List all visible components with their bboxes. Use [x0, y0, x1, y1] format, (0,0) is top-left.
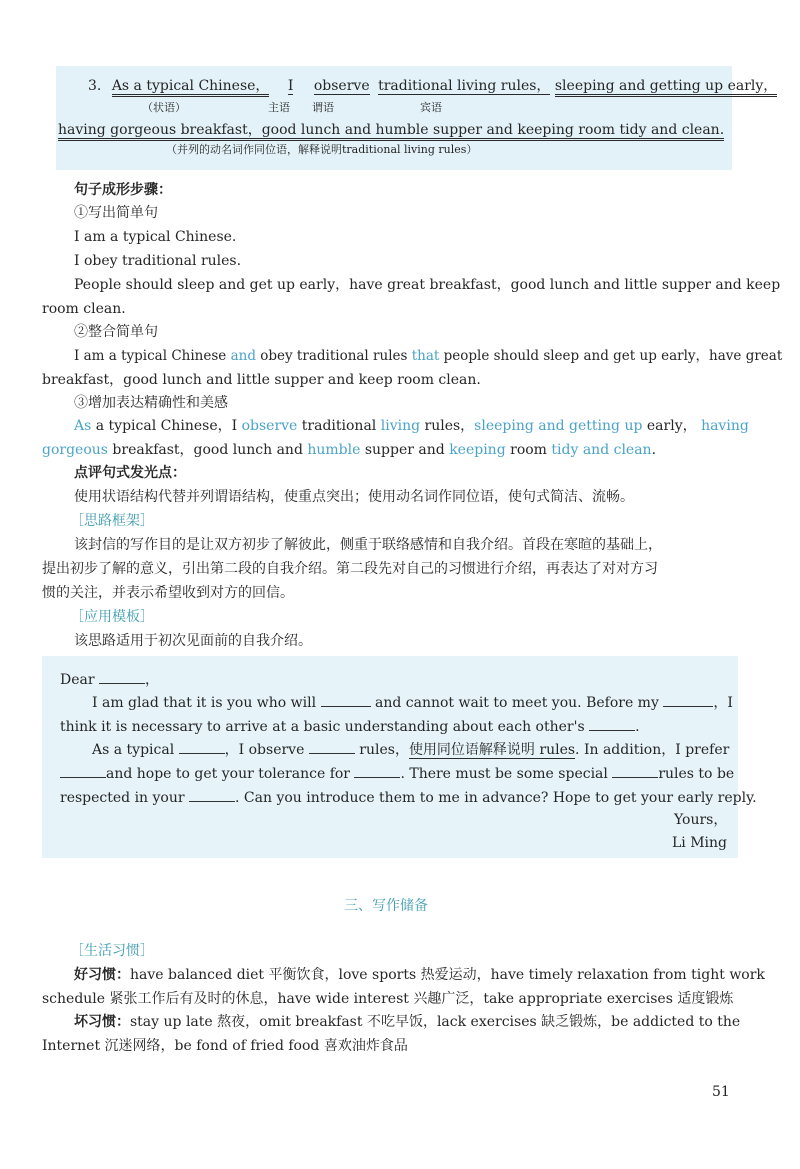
- step3-text-b3: room: [505, 442, 552, 458]
- letter-l1a: I am glad that it is you who will: [92, 695, 317, 711]
- letter-dear-comma: ，: [145, 672, 160, 688]
- blank-10[interactable]: [189, 787, 235, 802]
- bad-habits-label: 坏习惯：: [74, 1014, 130, 1030]
- letter-l1c: ，I: [713, 695, 733, 711]
- step3-as: As: [74, 418, 92, 434]
- example-appositive-2: having gorgeous breakfast，good lunch and humble supper and keeping room tidy and clean.: [58, 122, 724, 141]
- letter-l4b: . There must be some special: [400, 766, 608, 782]
- steps-heading: 句子成形步骤：: [74, 182, 172, 198]
- blank-9[interactable]: [612, 763, 658, 778]
- example-number: 3.: [88, 78, 102, 94]
- blank-7[interactable]: [60, 763, 106, 778]
- step2-line-2: breakfast，good lunch and little supper and keep room clean.: [42, 372, 481, 388]
- letter-l3a: As a typical: [92, 742, 175, 758]
- example-line-2: [58, 120, 724, 140]
- step1-sentence-1: I am a typical Chinese.: [74, 229, 237, 245]
- letter-signature: Li Ming: [672, 835, 728, 851]
- step1-sentence-3b: room clean.: [42, 301, 126, 317]
- step3-line-1: [74, 416, 749, 436]
- step2-text-a1: I am a typical Chinese: [74, 348, 231, 364]
- step3-humble: humble: [307, 442, 361, 458]
- step3-text-b4: .: [651, 442, 657, 458]
- step3-line-2: [42, 440, 656, 460]
- template-text: 该思路适用于初次见面前的自我介绍。: [74, 633, 312, 649]
- blank-4[interactable]: [589, 716, 635, 731]
- step2-text-a3: people should sleep and get up early，have great: [439, 348, 783, 364]
- step1-sentence-2: I obey traditional rules.: [74, 253, 242, 269]
- step3-sleeping: sleeping and getting up: [474, 418, 643, 434]
- label-subject: 主语: [268, 101, 290, 114]
- framework-line-3: 惯的关注，并表示希望收到对方的回信。: [42, 585, 294, 601]
- step2-text-a2: obey traditional rules: [255, 348, 412, 364]
- step3-text-a1: a typical Chinese，I: [91, 418, 242, 434]
- review-heading: 点评句式发光点：: [74, 465, 186, 481]
- letter-dear: Dear: [60, 672, 95, 688]
- step3-text-a4: early，: [642, 418, 697, 434]
- step1-sentence-3a: People should sleep and get up early，have great breakfast，good lunch and little supper and keep: [74, 277, 781, 293]
- letter-l5b: . Can you introduce them to me in advance? Hope to get your early reply.: [235, 790, 757, 806]
- step3-text-b1: breakfast，good lunch and: [107, 442, 308, 458]
- bad-habits-text-1: stay up late 熬夜，omit breakfast 不吃早饭，lack exercises 缺乏锻炼，be addicted to the: [130, 1014, 741, 1030]
- step2-line-1: [74, 346, 782, 366]
- step3-text-a2: traditional: [297, 418, 381, 434]
- step2-title: ②整合简单句: [74, 324, 158, 340]
- label-object: 宾语: [420, 101, 442, 114]
- letter-l4a: and hope to get your tolerance for: [106, 766, 350, 782]
- good-habits-line-2: schedule 紧张工作后有及时的休息，have wide interest 兴趣广泛，take appropriate exercises 适度锻炼: [42, 991, 734, 1007]
- example-object: traditional living rules，: [378, 78, 551, 94]
- framework-line-2: 提出初步了解的意义，引出第二段的自我介绍。第二段先对自己的习惯进行介绍，再表达了对对方习: [42, 561, 658, 577]
- bad-habits-line-1: [74, 1012, 740, 1032]
- step1-title: ①写出简单句: [74, 205, 158, 221]
- step3-living: living: [380, 418, 421, 434]
- letter-line-5: [60, 787, 757, 808]
- label-predicate: 谓语: [312, 101, 334, 114]
- good-habits-line-1: [74, 965, 765, 985]
- label-adverbial: （状语）: [142, 101, 186, 114]
- letter-l5a: respected in your: [60, 790, 185, 806]
- framework-tag: ［思路框架］: [70, 513, 154, 529]
- blank-8[interactable]: [354, 763, 400, 778]
- letter-l4c: rules to be: [658, 766, 735, 782]
- example-appositive-1: sleeping and getting up early，: [555, 78, 777, 97]
- letter-dear-line: [60, 669, 159, 690]
- page-number: 51: [712, 1084, 730, 1100]
- step3-tidy: tidy and clean: [551, 442, 652, 458]
- example-predicate: observe: [313, 78, 370, 94]
- example-line-1: [88, 76, 777, 96]
- letter-line-3: [92, 739, 729, 760]
- review-text: 使用状语结构代替并列谓语结构，使重点突出；使用动名词作同位语，使句式简洁、流畅。: [74, 489, 634, 505]
- step3-having: having: [701, 418, 749, 434]
- letter-l1b: and cannot wait to meet you. Before my: [375, 695, 659, 711]
- step3-observe: observe: [241, 418, 298, 434]
- letter-line-2: [60, 716, 640, 737]
- blank-1[interactable]: [99, 669, 145, 684]
- letter-line-1: [92, 692, 733, 713]
- letter-closing: Yours，: [674, 812, 728, 828]
- letter-l2b: .: [635, 719, 640, 735]
- step3-text-b2: supper and: [360, 442, 450, 458]
- blank-2[interactable]: [321, 692, 371, 707]
- template-tag: ［应用模板］: [70, 609, 154, 625]
- letter-line-4: [60, 763, 734, 784]
- step3-text-a3: rules，: [420, 418, 475, 434]
- good-habits-text-1: have balanced diet 平衡饮食，love sports 热爱运动，have timely relaxation from tight work: [130, 967, 765, 983]
- section-title: 三、写作储备: [344, 898, 428, 914]
- label-appositive: （并列的动名词作同位语，解释说明traditional living rules）: [166, 143, 478, 156]
- letter-l3b: ，I observe: [224, 742, 305, 758]
- letter-l3c: rules，: [359, 742, 409, 758]
- good-habits-label: 好习惯：: [74, 967, 130, 983]
- letter-l3e: . In addition，I prefer: [575, 742, 730, 758]
- step3-keeping: keeping: [449, 442, 506, 458]
- framework-line-1: 该封信的写作目的是让双方初步了解彼此，侧重于联络感情和自我介绍。首段在寒暄的基础上，: [74, 537, 662, 553]
- blank-5[interactable]: [179, 739, 225, 754]
- section-tag: ［生活习惯］: [70, 943, 154, 959]
- bad-habits-line-2: Internet 沉迷网络，be fond of fried food 喜欢油炸食品: [42, 1038, 408, 1054]
- blank-6[interactable]: [309, 739, 355, 754]
- example-subject: I: [287, 78, 294, 94]
- step3-gorgeous: gorgeous: [42, 442, 108, 458]
- step2-that: that: [411, 348, 440, 364]
- letter-l2a: think it is necessary to arrive at a basic understanding about each other's: [60, 719, 585, 735]
- step3-title: ③增加表达精确性和美感: [74, 395, 228, 411]
- example-adverbial: As a typical Chinese，: [112, 78, 270, 97]
- letter-l3d: 使用同位语解释说明 rules: [408, 742, 576, 758]
- step2-and: and: [230, 348, 256, 364]
- blank-3[interactable]: [663, 692, 713, 707]
